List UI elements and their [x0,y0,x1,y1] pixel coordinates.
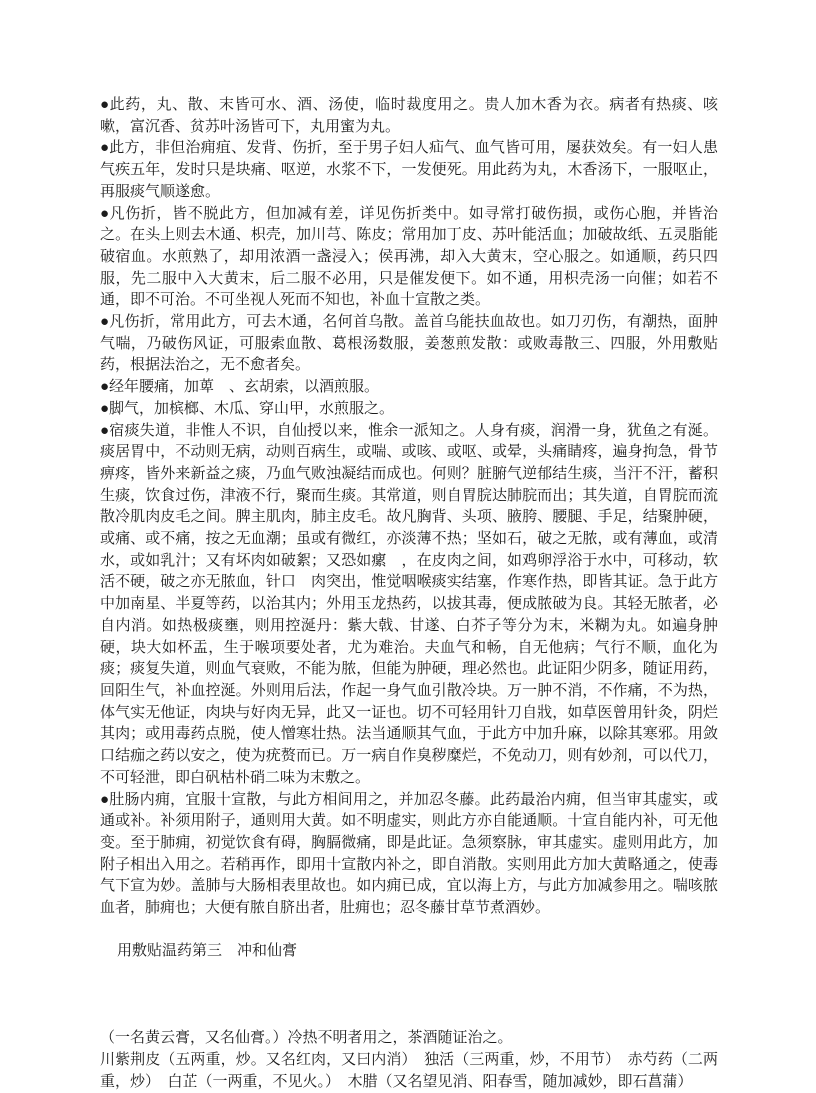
paragraph: ●经年腰痛，加萆 、玄胡索，以酒煎服。 [100,379,380,396]
paragraph: ●宿痰失道，非惟人不识，自仙授以来，惟余一派知之。人身有痰，润滑一身，犹鱼之有涎。痰居胃中，不动则无病，动则百病生，或喘、或咳、或呕、或晕，头痛睛疼，遍身拘急，骨节痹疼，皆外来新益之痰，乃血气败浊凝结而成也。何则？脏腑气逆郁结生痰，当汗不汗，蓄积生痰，饮食过伤，津液不行，聚而生痰。其常道，则自胃脘达肺脘而出；其失道，自胃脘而流散冷肌肉皮毛之间。脾主肌肉，肺主皮毛。故凡胸背、头项、腋胯、腰腿、手足，结聚肿硬，或痛、或不痛，按之无血潮；虽或有微红，亦淡薄不热；坚如石，破之无脓，或有薄血，或清水，或如乳汁；又有坏肉如破絮；又恐如瘰 ，在皮肉之间，如鸡卵浮浴于水中，可移动，软活不硬，破之亦无脓血，针口 肉突出，惟觉咽喉痰实结塞，作寒作热，即皆其证。急于此方中加南星、半夏等药，以治其内；外用玉龙热药，以拔其毒，便成脓破为良。其轻无脓者，必自内消。如热极痰壅，则用控涎丹：紫大戟、甘遂、白芥子等分为末，米糊为丸。如遍身肿硬，块大如杯盂，生于喉项要处者，尤为难治。夫血气和畅，自无他病；气行不顺，血化为痰；痰复失道，则血气衰败，不能为脓，但能为肿硬，理必然也。此证阳少阴多，随证用药，回阳生气，补血控涎。外则用后法，作起一身气血引散冷块。万一肿不消，不作痛，不为热，体气实无他证，肉块与好肉无异，此又一证也。切不可轻用针刀自戕，如草医曾用针灸，阴烂其肉；或用毒药点脱，使人憎寒壮热。法当通顺其气血，于此方中加升麻，以除其寒邪。用敛口结痂之药以安之，使为疣赘而已。万一病自作臭秽糜烂，不免动刀，则有妙剂，可以代刀，不可轻泄，即白矾枯朴硝二味为末敷之。 [100,422,718,786]
section-heading: 用敷贴温药第三 冲和仙膏 [117,943,298,960]
paragraph: ●此药，丸、散、末皆可水、酒、汤使，临时裁度用之。贵人加木香为衣。病者有热痰、咳嗽，富沉香、贫苏叶汤皆可下，丸用蜜为丸。 [100,97,718,135]
paragraph: ●此方，非但治痈疽、发背、伤折，至于男子妇人疝气、血气皆可用，屡获效矣。有一妇人患气疾五年，发时只是块痛、呕逆，水浆不下，一发便死。用此药为丸，木香汤下，一服呕止，再服痰气顺遂愈。 [100,140,718,200]
formula-note: （一名黄云膏，又名仙膏。）冷热不明者用之，茶酒随证治之。 [100,1030,513,1047]
body-paragraphs [100,95,718,920]
formula-ingredients: 川紫荆皮（五两重，炒。又名红肉，又曰内消） 独活（三两重，炒，不用节） 赤芍药（二两重，炒） 白芷（一两重，不见火。） 木腊（又名望见消、阳春雪，随加减妙，即石菖蒲） [100,1051,718,1090]
paragraph: ●肚肠内痈，宜服十宣散，与此方相间用之，并加忍冬藤。此药最治内痈，但当审其虚实，或通或补。补须用附子，通则用大黄。如不明虚实，则此方亦自能通顺。十宣自能内补，可无他变。至于肺痈，初觉饮食有碍，胸膈微痛，即是此证。急须察脉，审其虚实。虚则用此方，加附子相出入用之。若稍再作，即用十宣散内补之，即自消散。实则用此方加大黄略通之，使毒气下宣为妙。盖肺与大肠相表里故也。如内痈已成，宜以海上方，与此方加减参用之。喘咳脓血者，肺痈也；大便有脓自脐出者，肚痈也；忍冬藤甘草节煮酒妙。 [100,791,718,917]
paragraph: ●脚气，加槟榔、木瓜、穿山甲，水煎服之。 [100,400,395,417]
paragraph: ●凡伤折，常用此方，可去木通，名何首乌散。盖首乌能扶血故也。如刀刃伤，有潮热，面肿气喘，乃破伤风证，可服索血散、葛根汤数服，姜葱煎发散：或败毒散三、四服，外用敷贴药，根据法治之，无不愈者矣。 [100,314,718,374]
paragraph: ●凡伤折，皆不脱此方，但加减有差，详见伤折类中。如寻常打破伤损，或伤心胞，并皆治之。在头上则去木通、枳壳，加川芎、陈皮；常用加丁皮、苏叶能活血；加破故纸、五灵脂能破宿血。水煎熟了，却用浓酒一盏浸入；侯再沸，却入大黄末，空心服之。如通顺，药只四服，先二服中入大黄末，后二服不必用，只是催发便下。如不通，用枳壳汤一向催；如若不通，即不可治。不可坐视人死而不知也，补血十宣散之类。 [100,205,718,309]
